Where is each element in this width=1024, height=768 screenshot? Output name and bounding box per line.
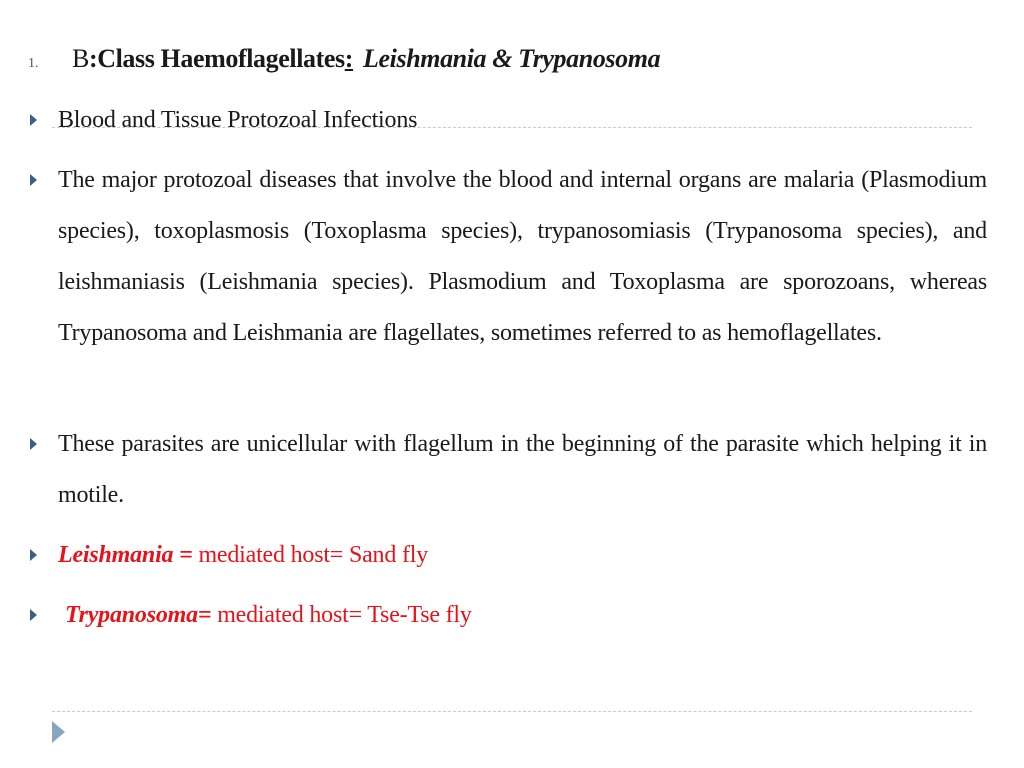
bullet-arrow-icon xyxy=(30,114,37,126)
next-slide-arrow-icon[interactable] xyxy=(52,721,65,743)
leishmania-label: Leishmania = xyxy=(58,542,193,568)
bullet-arrow-icon xyxy=(30,609,37,621)
heading-genera: Leishmania & Trypanosoma xyxy=(363,44,661,73)
bullet-arrow-icon xyxy=(30,174,37,186)
bullet-2-text: The major protozoal diseases that involve the blood and internal organs are malaria (Plasmodium species), toxoplasmosis (Toxoplasma species), trypanosomiasis (Trypanosoma species), and leishmaniasis (Leishmania species). Plasmodium and Toxoplasma are sporozoans, whereas Trypanosoma and Leishmania are flagellates, sometimes referred to as hemoflagellates. xyxy=(58,167,987,346)
leishmania-host: mediated host= Sand fly xyxy=(192,542,429,568)
heading-number: 1. xyxy=(28,56,39,71)
heading-text xyxy=(72,44,660,74)
bullet-4-text xyxy=(58,539,987,571)
bullet-1-text: Blood and Tissue Protozoal Infections xyxy=(58,107,418,133)
bullet-5-text xyxy=(65,599,994,631)
bullet-arrow-icon xyxy=(30,549,37,561)
heading-colon: : xyxy=(344,44,354,73)
heading-prefix: B xyxy=(72,44,89,73)
trypanosoma-label: Trypanosoma= xyxy=(65,602,212,628)
bottom-divider xyxy=(52,711,972,712)
bullet-3-text: These parasites are unicellular with flagellum in the beginning of the parasite which helping it in motile. xyxy=(58,431,987,508)
bullet-arrow-icon xyxy=(30,438,37,450)
heading-class-label: :Class Haemoflagellates xyxy=(88,44,345,73)
trypanosoma-host: mediated host= Tse-Tse fly xyxy=(211,602,472,628)
